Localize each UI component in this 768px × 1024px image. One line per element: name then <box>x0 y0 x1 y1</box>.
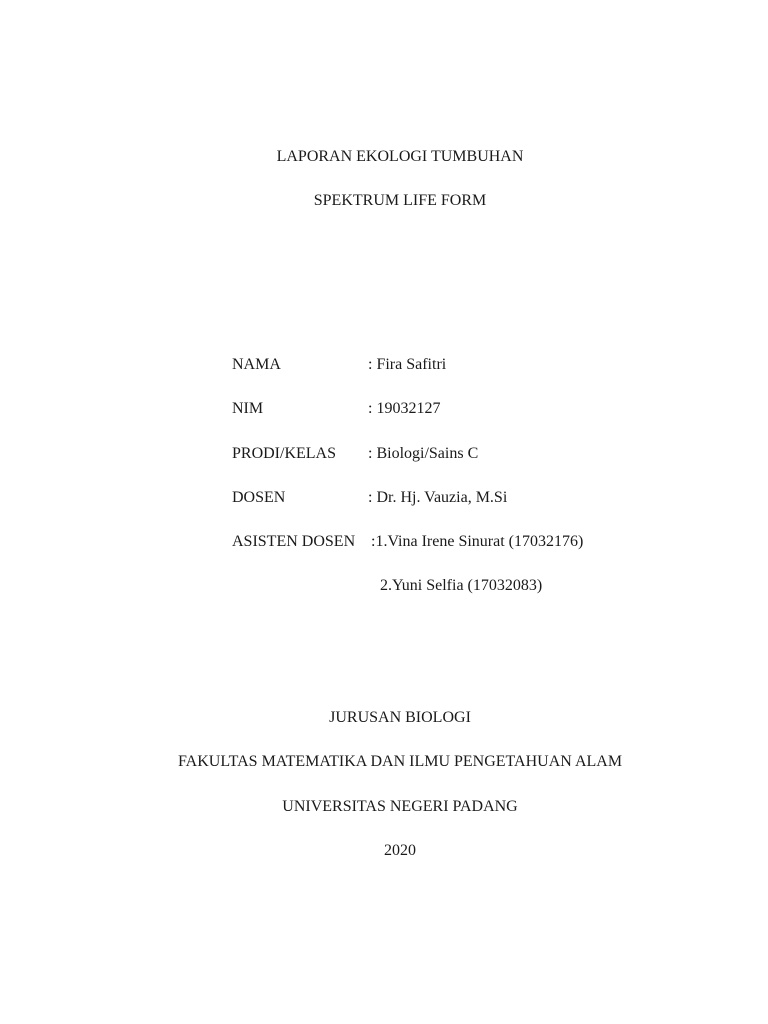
label-nim: NIM <box>232 400 264 417</box>
label-nama: NAMA <box>232 356 281 373</box>
report-subtitle: SPEKTRUM LIFE FORM <box>313 192 487 209</box>
value-nama: : Fira Safitri <box>368 356 447 373</box>
value-dosen: : Dr. Hj. Vauzia, M.Si <box>368 489 508 506</box>
value-nim: : 19032127 <box>368 400 441 417</box>
value-prodi: : Biologi/Sains C <box>368 445 479 462</box>
report-year: 2020 <box>384 842 416 859</box>
report-title: LAPORAN EKOLOGI TUMBUHAN <box>276 148 524 165</box>
label-asisten: ASISTEN DOSEN <box>232 533 356 550</box>
label-dosen: DOSEN <box>232 489 286 506</box>
label-prodi: PRODI/KELAS <box>232 445 337 462</box>
value-asisten-2: 2.Yuni Selfia (17032083) <box>380 577 543 594</box>
department-name: JURUSAN BIOLOGI <box>329 709 471 726</box>
value-asisten-1: :1.Vina Irene Sinurat (17032176) <box>371 533 584 550</box>
university-name: UNIVERSITAS NEGERI PADANG <box>282 798 518 815</box>
faculty-name: FAKULTAS MATEMATIKA DAN ILMU PENGETAHUAN ALAM <box>177 753 623 770</box>
